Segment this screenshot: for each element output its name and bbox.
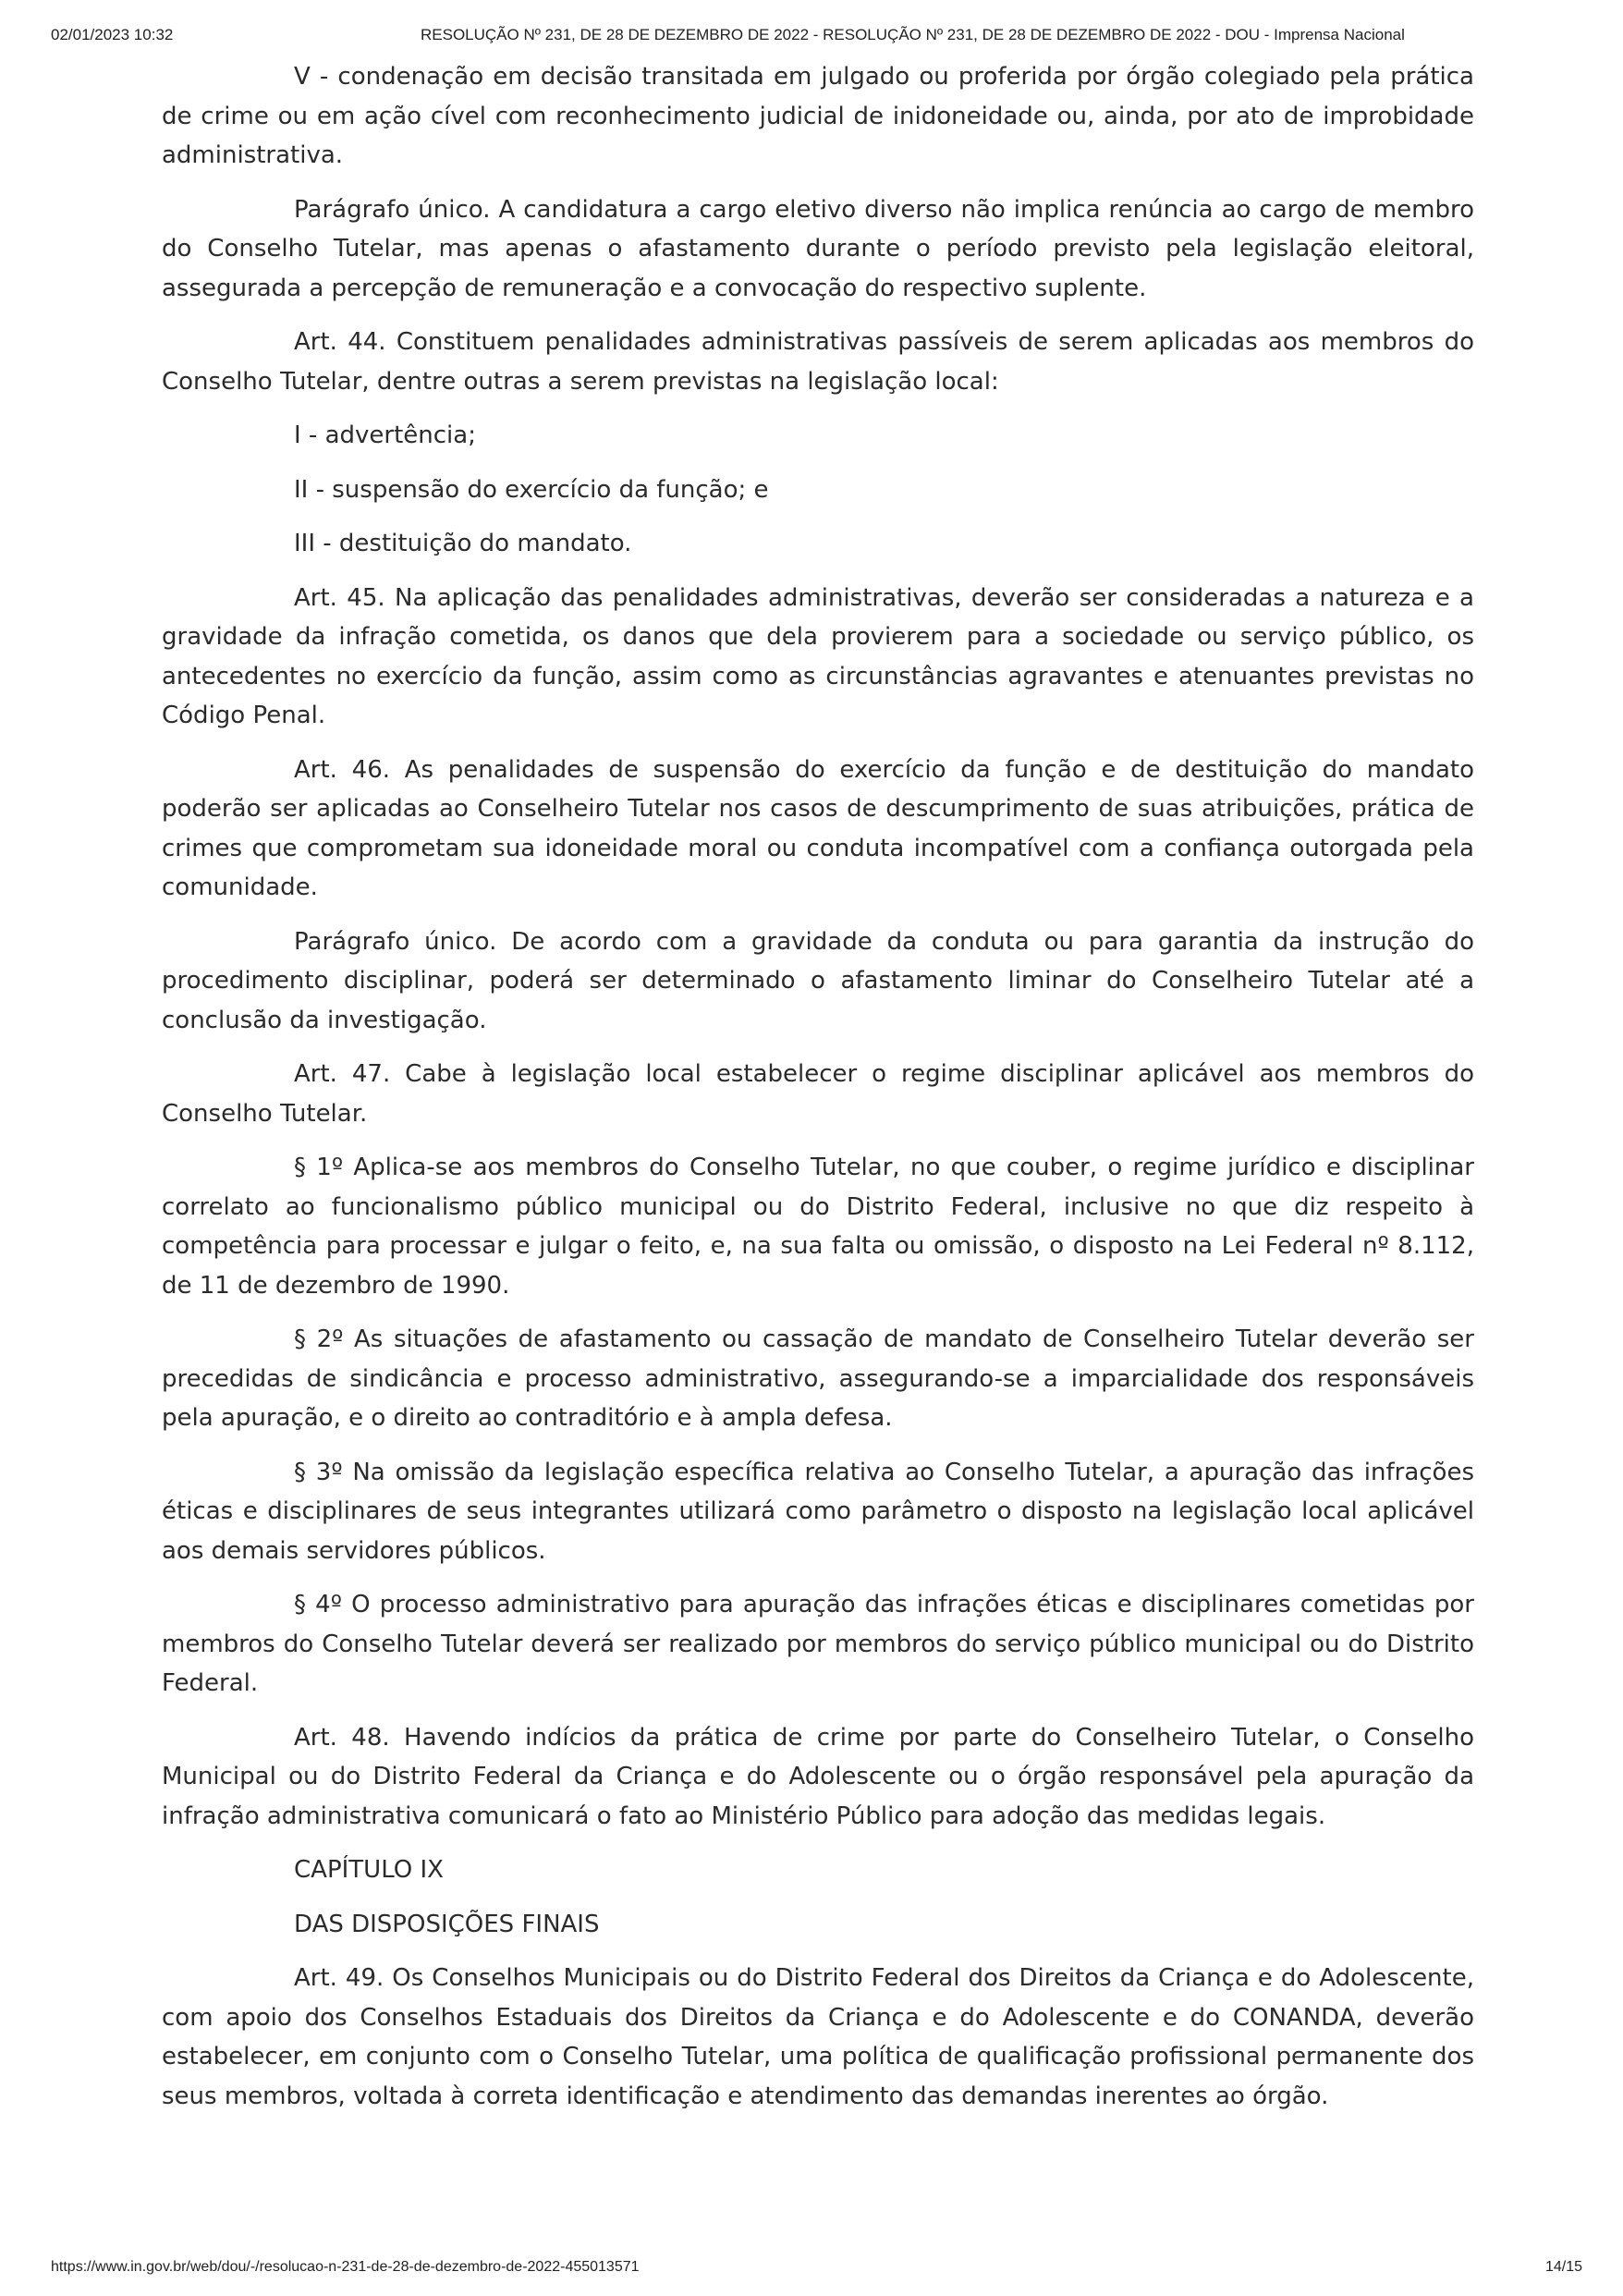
paragraph-art-44: Art. 44. Constituem penalidades administrativas passíveis de serem aplicadas aos membros do Conselho Tutelar, dentre outras a serem previstas na legislação local: [162, 328, 1474, 396]
print-timestamp: 02/01/2023 10:32 [51, 26, 174, 43]
paragraph-unico-afastamento: Parágrafo único. De acordo com a gravidade da conduta ou para garantia da instrução do procedimento disciplinar, poderá ser determinado o afastamento liminar do Conselheiro Tutelar até a conclusão da investigação. [162, 927, 1474, 1034]
paragraph-inciso-v: V - condenação em decisão transitada em julgado ou proferida por órgão colegiado pela prática de crime ou em ação cível com reconhecimento judicial de inidoneidade ou, ainda, por ato de improbidade administrativa. [162, 63, 1474, 169]
paragraph-unico-candidatura: Parágrafo único. A candidatura a cargo eletivo diverso não implica renúncia ao cargo de membro do Conselho Tutelar, mas apenas o afastamento durante o período previsto pela legislação eleitoral, assegurada a percepção de remuneração e a convocação do respectivo suplente. [162, 195, 1474, 302]
chapter-subheading: DAS DISPOSIÇÕES FINAIS [294, 1910, 600, 1938]
paragraph-section-2: § 2º As situações de afastamento ou cassação de mandato de Conselheiro Tutelar deverão ser precedidas de sindicância e processo administrativo, assegurando-se a imparcialidade dos responsáveis pela apuração, e o direito ao contraditório e à ampla defesa. [162, 1325, 1474, 1432]
paragraph-art-46: Art. 46. As penalidades de suspensão do exercício da função e de destituição do mandato poderão ser aplicadas ao Conselheiro Tutelar nos casos de descumprimento de suas atribuições, prática de crimes que comprometam sua idoneidade moral ou conduta incompatível com a confiança outorgada pela comunidade. [162, 755, 1474, 901]
page-number: 14/15 [1544, 2259, 1582, 2275]
chapter-heading: CAPÍTULO IX [294, 1856, 444, 1884]
paragraph-art-45: Art. 45. Na aplicação das penalidades administrativas, deverão ser consideradas a natureza e a gravidade da infração cometida, os danos que dela provierem para a sociedade ou serviço público, os antecedentes no exercício da função, assim como as circunstâncias agravantes e atenuantes previstas no Código Penal. [162, 583, 1474, 729]
paragraph-art-47: Art. 47. Cabe à legislação local estabelecer o regime disciplinar aplicável aos membros do Conselho Tutelar. [162, 1060, 1474, 1128]
paragraph-art-49: Art. 49. Os Conselhos Municipais ou do Distrito Federal dos Direitos da Criança e do Adolescente, com apoio dos Conselhos Estaduais dos Direitos da Criança e do Adolescente e do CONANDA, deverão estabelecer, em conjunto com o Conselho Tutelar, uma política de qualificação profissional permanente dos seus membros, voltada à correta identificação e atendimento das demandas inerentes ao órgão. [162, 1964, 1474, 2110]
document-body [162, 57, 1474, 2131]
list-item-destituicao: III - destituição do mandato. [294, 530, 632, 557]
paragraph-section-3: § 3º Na omissão da legislação específica relativa ao Conselho Tutelar, a apuração das infrações éticas e disciplinares de seus integrantes utilizará como parâmetro o disposto na legislação local aplicável aos demais servidores públicos. [162, 1458, 1474, 1565]
source-url: https://www.in.gov.br/web/dou/-/resolucao-n-231-de-28-de-dezembro-de-2022-455013571 [51, 2259, 640, 2275]
print-header [0, 26, 1623, 50]
print-footer [0, 2259, 1623, 2281]
paragraph-art-48: Art. 48. Havendo indícios da prática de crime por parte do Conselheiro Tutelar, o Conselho Municipal ou do Distrito Federal da Criança e do Adolescente ou o órgão responsável pela apuração da infração administrativa comunicará o fato ao Ministério Público para adoção das medidas legais. [162, 1723, 1474, 1830]
list-item-suspensao: II - suspensão do exercício da função; e [294, 475, 769, 504]
paragraph-section-1: § 1º Aplica-se aos membros do Conselho Tutelar, no que couber, o regime jurídico e disciplinar correlato ao funcionalismo público municipal ou do Distrito Federal, inclusive no que diz respeito à competência para processar e julgar o feito, e, na sua falta ou omissão, o disposto na Lei Federal nº 8.112, de 11 de dezembro de 1990. [162, 1154, 1474, 1300]
paragraph-section-4: § 4º O processo administrativo para apuração das infrações éticas e disciplinares cometidas por membros do Conselho Tutelar deverá ser realizado por membros do serviço público municipal ou do Distrito Federal. [162, 1591, 1474, 1697]
document-title: RESOLUÇÃO Nº 231, DE 28 DE DEZEMBRO DE 2022 - RESOLUÇÃO Nº 231, DE 28 DE DEZEMBRO DE 2022 - DOU - Imprensa Nacional [421, 26, 1405, 43]
list-item-advertencia: I - advertência; [294, 421, 476, 449]
